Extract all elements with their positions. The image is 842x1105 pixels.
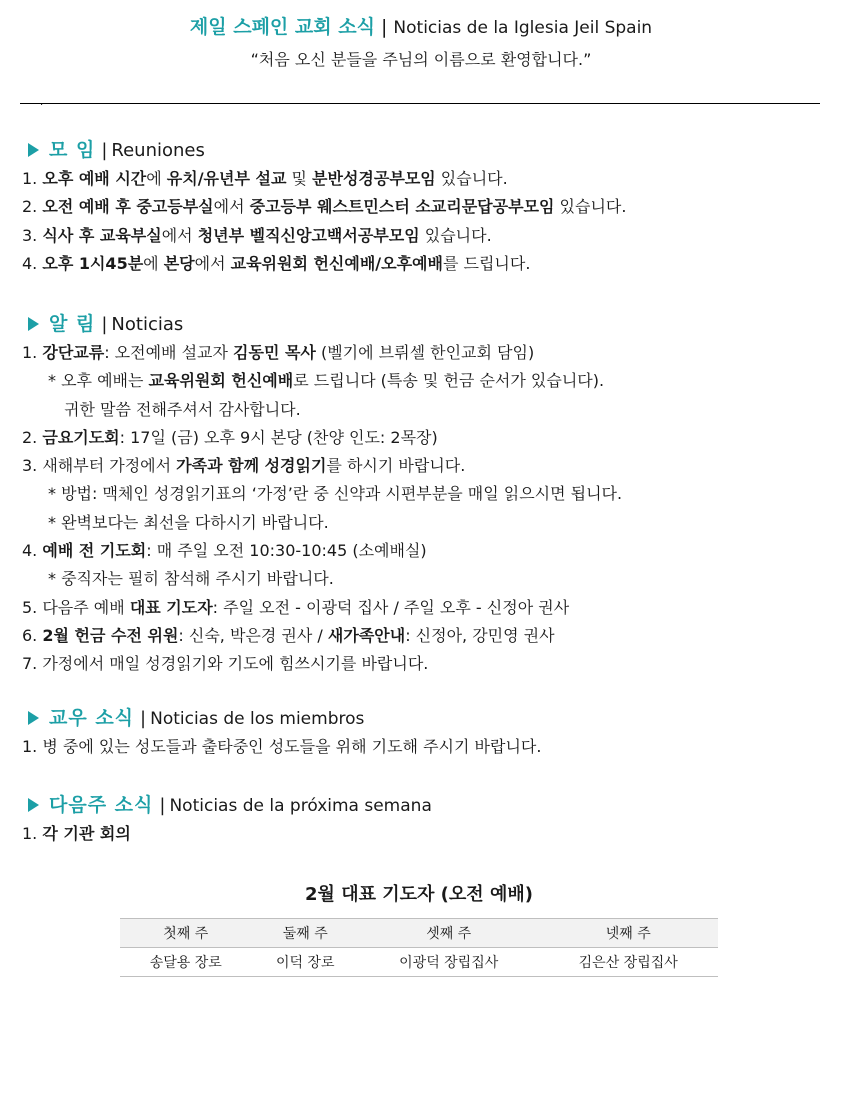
triangle-right-icon: [28, 711, 39, 725]
triangle-right-icon: [28, 143, 39, 157]
list-item: 5. 다음주 예배 대표 기도자: 주일 오전 - 이광덕 집사 / 주일 오후 - 신정아 권사: [22, 597, 570, 617]
triangle-right-icon: [28, 798, 39, 812]
list-item: 3. 새해부터 가정에서 가족과 함께 성경읽기를 하시기 바랍니다.: [22, 456, 466, 476]
prayer-table: [120, 918, 718, 977]
table-row: [120, 948, 718, 977]
table-cell: 이광덕 장립집사: [359, 948, 539, 977]
list-item: 1. 강단교류: 오전예배 설교자 김동민 목사 (벨기에 브뤼셀 한인교회 담임): [22, 343, 535, 362]
section-reuniones: [22, 135, 822, 278]
list-subitem: * 완벽보다는 최선을 다하시기 바랍니다.: [48, 512, 329, 532]
list-item: 2. 금요기도회: 17일 (금) 오후 9시 본당 (찬양 인도: 2목장): [22, 427, 438, 447]
list-item: 4. 예배 전 기도회: 매 주일 오전 10:30-10:45 (소예배실): [22, 541, 427, 561]
rule-dot: .: [40, 97, 44, 108]
bulletin-title: [0, 14, 842, 41]
table-title: 2월 대표 기도자 (오전 예배): [305, 884, 533, 905]
welcome-motto: “처음 오신 분들을 주님의 이름으로 환영합니다.”: [250, 50, 592, 69]
section-heading: [22, 309, 822, 339]
section-title-korean: 다음주 소식: [49, 794, 154, 816]
triangle-right-icon: [28, 317, 39, 331]
list-item: 3. 식사 후 교육부실에서 청년부 벨직신앙고백서공부모임 있습니다.: [22, 225, 492, 245]
list-item: 2. 오전 예배 후 중고등부실에서 중고등부 웨스트민스터 소교리문답공부모임 있습니다.: [22, 197, 627, 217]
table-header-row: [120, 919, 718, 948]
column-header: 셋째 주: [359, 919, 539, 948]
section-title-korean: 알 림: [49, 313, 96, 335]
section-title-spanish: Noticias de los miembros: [150, 709, 365, 729]
section-heading: [22, 703, 822, 733]
section-heading: [22, 790, 822, 820]
section-separator: |: [159, 795, 166, 816]
column-header: 넷째 주: [538, 919, 718, 948]
title-korean: 제일 스페인 교회 소식: [189, 16, 375, 38]
section-separator: |: [101, 314, 108, 335]
list-subitem: * 중직자는 필히 참석해 주시기 바랍니다.: [48, 569, 334, 589]
list-item: 6. 2월 헌금 수전 위원: 신숙, 박은경 권사 / 새가족안내: 신정아, 강민영 권사: [22, 625, 555, 645]
section-title-spanish: Reuniones: [111, 140, 205, 161]
section-miembros: [22, 703, 822, 761]
section-title-korean: 모 임: [49, 139, 96, 161]
table-cell: 송달용 장로: [120, 948, 251, 977]
list-item: 1. 오후 예배 시간에 유치/유년부 설교 및 분반성경공부모임 있습니다.: [22, 169, 508, 188]
title-separator: |: [380, 16, 388, 38]
section-proxima: [22, 790, 822, 848]
prayer-table-section: [120, 880, 718, 977]
list-item: 1. 병 중에 있는 성도들과 출타중인 성도들을 위해 기도해 주시기 바랍니다.: [22, 737, 542, 756]
section-noticias: [22, 309, 822, 679]
table-cell: 이덕 장로: [251, 948, 358, 977]
section-separator: |: [140, 708, 147, 729]
title-spanish: Noticias de la Iglesia Jeil Spain: [393, 18, 653, 38]
list-subitem: * 방법: 맥체인 성경읽기표의 ‘가정’란 중 신약과 시편부분을 매일 읽으시면 됩니다.: [48, 484, 623, 504]
section-title-spanish: Noticias de la próxima semana: [169, 796, 432, 816]
list-item: 4. 오후 1시45분에 본당에서 교육위원회 헌신예배/오후예배를 드립니다.: [22, 253, 531, 273]
section-separator: |: [101, 140, 108, 161]
header-divider: [20, 103, 820, 104]
table-cell: 김은산 장립집사: [538, 948, 718, 977]
section-heading: [22, 135, 822, 165]
list-item: 7. 가정에서 매일 성경읽기와 기도에 힘쓰시기를 바랍니다.: [22, 654, 429, 674]
list-subitem: * 오후 예배는 교육위원회 헌신예배로 드립니다 (특송 및 헌금 순서가 있습니다).: [48, 371, 605, 391]
column-header: 첫째 주: [120, 919, 251, 948]
column-header: 둘째 주: [251, 919, 358, 948]
list-item: 1. 각 기관 회의: [22, 824, 131, 843]
section-title-korean: 교우 소식: [49, 707, 135, 729]
bulletin-header: [0, 0, 842, 71]
list-subitem: 귀한 말씀 전해주셔서 감사합니다.: [64, 399, 301, 419]
section-title-spanish: Noticias: [111, 314, 184, 335]
